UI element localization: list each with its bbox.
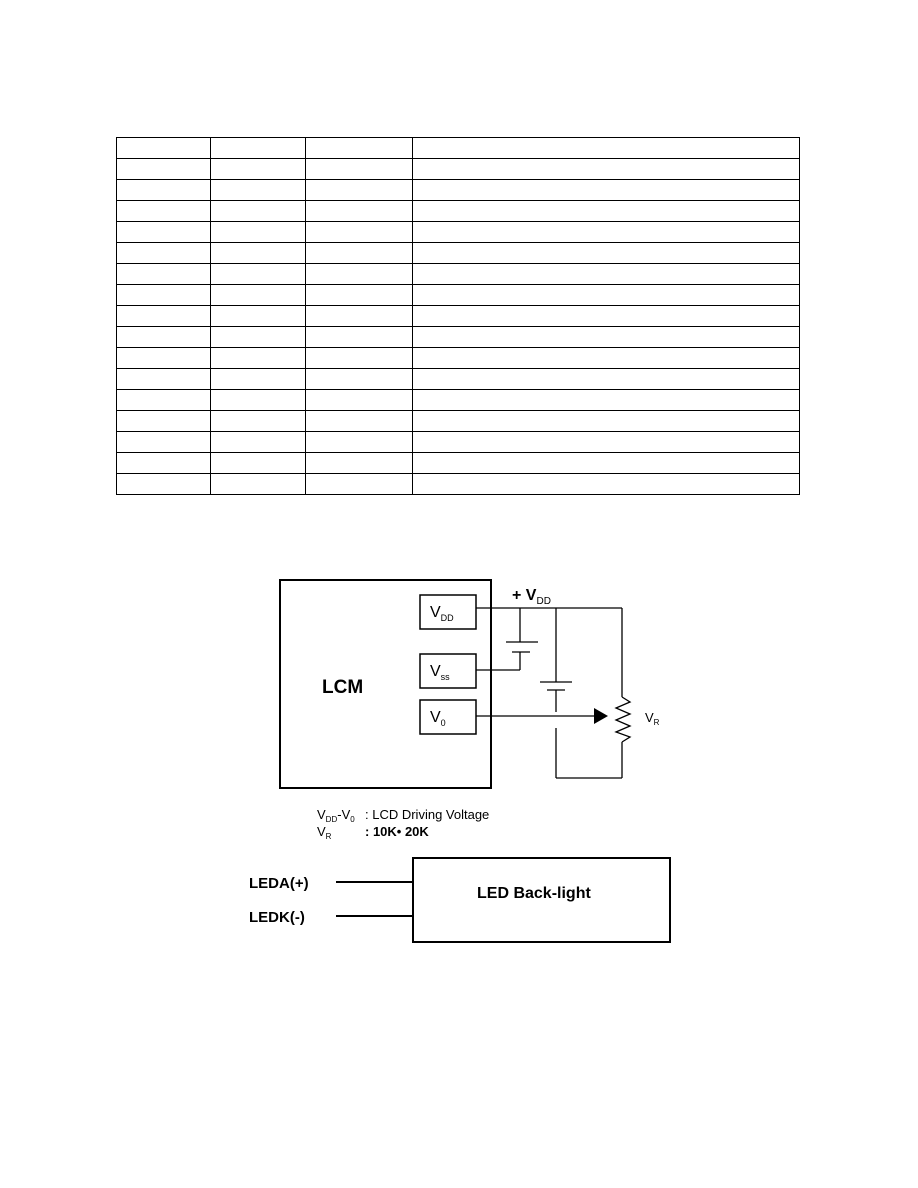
lcm-module-box — [280, 580, 491, 788]
vss-pin-label: $V_{ss}$ — [430, 663, 450, 682]
note-driving-voltage: $V_{DD}-V_0$ : LCD Driving Voltage — [317, 807, 490, 824]
supply-vdd-label: + $V_{DD}$ — [512, 587, 551, 607]
wiper-arrow-icon — [594, 708, 608, 724]
resistor-icon — [616, 697, 630, 742]
vdd-pin-box — [420, 595, 476, 629]
vdd-pin-label: $V_{DD}$ — [430, 604, 454, 623]
lcm-label: LCM — [322, 677, 364, 698]
circuit-wires — [476, 608, 622, 778]
v0-pin-label: $V_0$ — [430, 709, 446, 728]
vss-pin-box — [420, 654, 476, 688]
ledk-label: LEDK(-) — [249, 909, 305, 926]
note-vr-range: $V_R$ : 10K• 20K — [317, 824, 429, 841]
v0-pin-box — [420, 700, 476, 734]
leda-label: LEDA(+) — [249, 875, 309, 892]
resistor-label: $V_R$ — [645, 710, 660, 727]
led-backlight-label: LED Back-light — [477, 885, 591, 902]
